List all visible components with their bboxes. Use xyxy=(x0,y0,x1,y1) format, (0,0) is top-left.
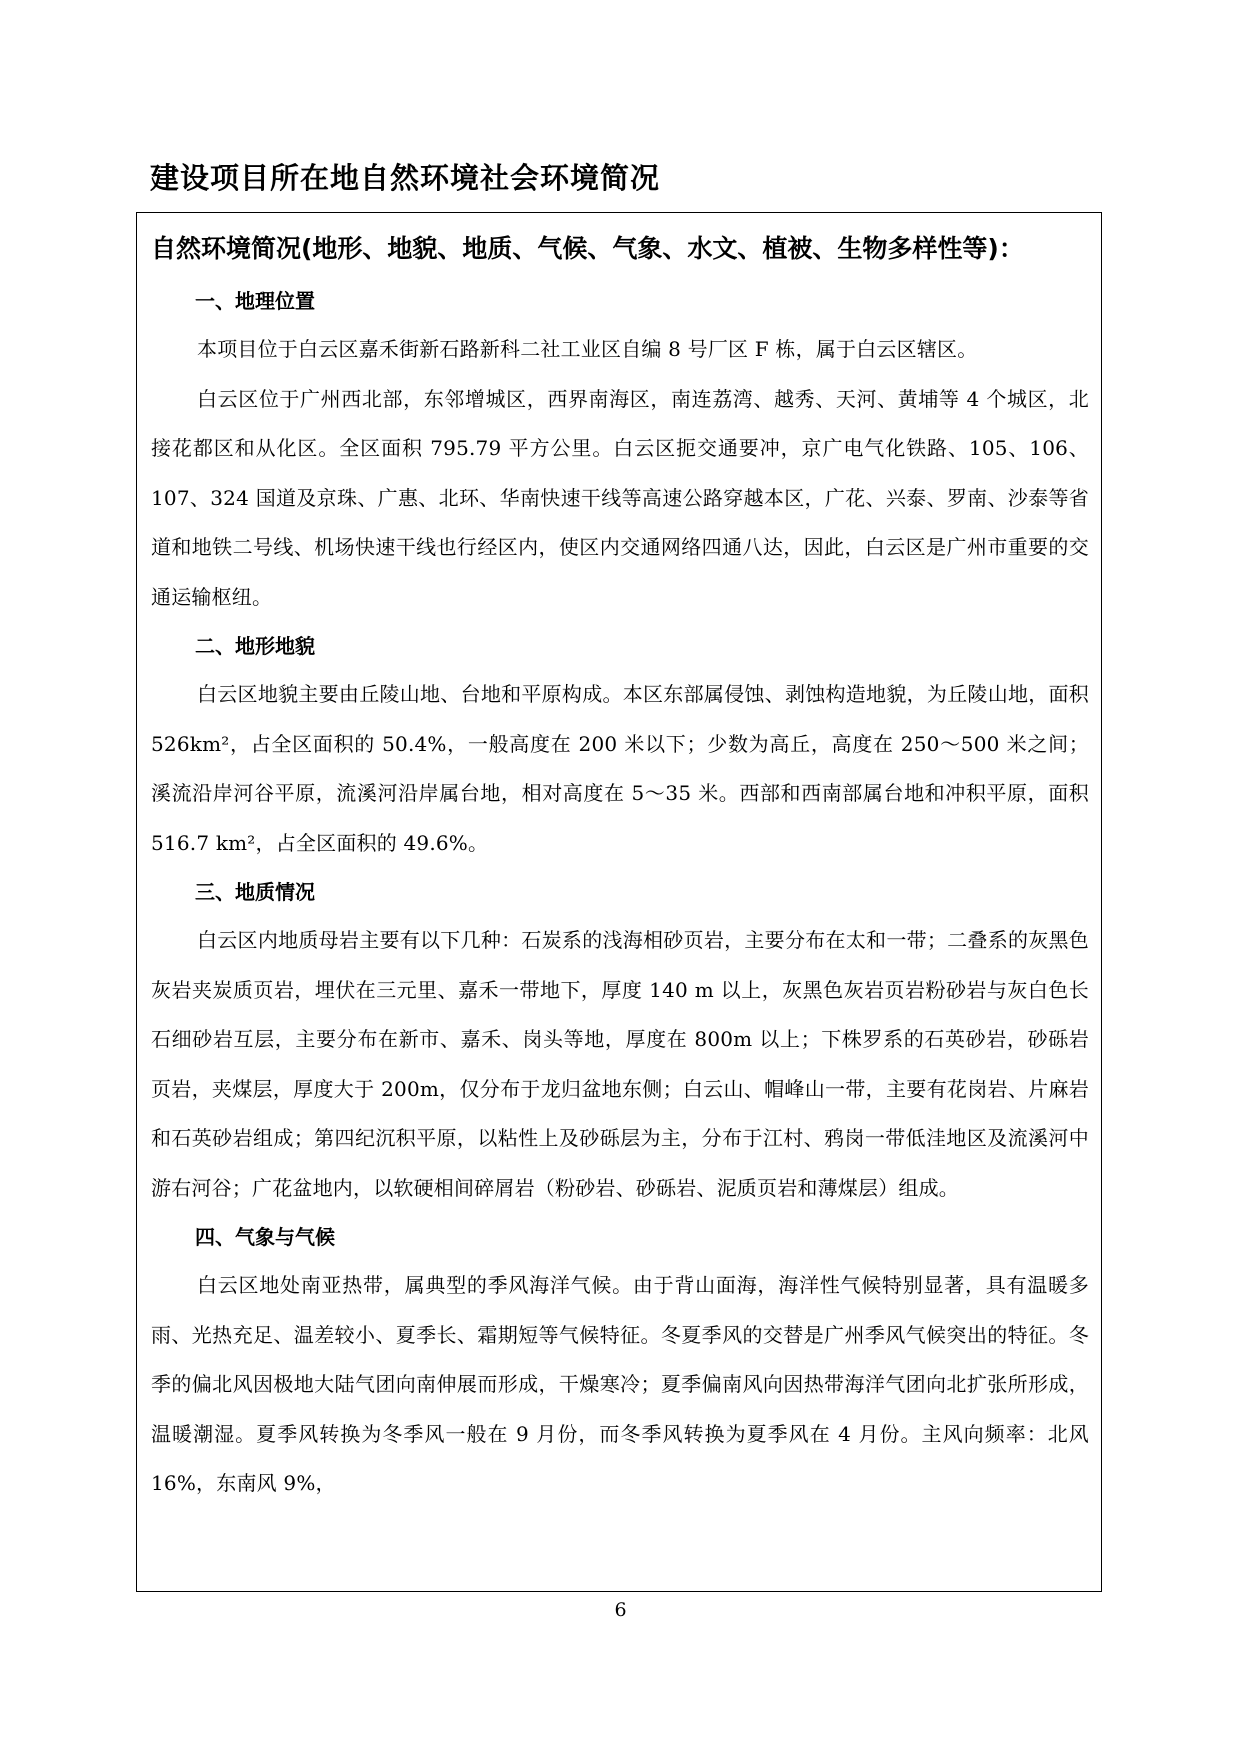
section-heading-climate: 四、气象与气候 xyxy=(195,1225,335,1249)
box-heading: 自然环境简况(地形、地貌、地质、气候、气象、水文、植被、生物多样性等)： xyxy=(151,234,1024,263)
page-title: 建设项目所在地自然环境社会环境简况 xyxy=(150,161,661,195)
body-text xyxy=(151,277,1089,1509)
paragraph-climate-1: 白云区地处南亚热带，属典型的季风海洋气候。由于背山面海，海洋性气候特别显著，具有温暖多雨、光热充足、温差较小、夏季长、霜期短等气候特征。冬夏季风的交替是广州季风气候突出的特征。冬季的偏北风因极地大陆气团向南伸展而形成，干燥寒冷；夏季偏南风向因热带海洋气团向北扩张所形成，温暖潮湿。夏季风转换为冬季风一般在 9 月份，而冬季风转换为夏季风在 4 月份。主风向频率：北风 16%，东南风 9%， xyxy=(151,1273,1089,1495)
section-heading-location: 一、地理位置 xyxy=(195,289,315,313)
paragraph-location-2: 白云区位于广州西北部，东邻增城区，西界南海区，南连荔湾、越秀、天河、黄埔等 4 个城区，北接花都区和从化区。全区面积 795.79 平方公里。白云区扼交通要冲，京广电气化铁路、105、106、107、324 国道及京珠、广惠、北环、华南快速干线等高速公路穿越本区，广花、兴泰、罗南、沙泰等省道和地铁二号线、机场快速干线也行经区内，使区内交通网络四通八达，因此，白云区是广州市重要的交通运输枢纽。 xyxy=(151,386,1089,609)
paragraph-geology-1: 白云区内地质母岩主要有以下几种：石炭系的浅海相砂页岩，主要分布在太和一带；二叠系的灰黑色灰岩夹炭质页岩，埋伏在三元里、嘉禾一带地下，厚度 140 m 以上，灰黑色灰岩页岩粉砂岩与灰白色长石细砂岩互层，主要分布在新市、嘉禾、岗头等地，厚度在 800m 以上；下株罗系的石英砂岩，砂砾岩页岩，夹煤层，厚度大于 200m，仅分布于龙归盆地东侧；白云山、帽峰山一带，主要有花岗岩、片麻岩和石英砂岩组成；第四纪沉积平原，以粘性上及砂砾层为主，分布于江村、鸦岗一带低洼地区及流溪河中游右河谷；广花盆地内，以软硬相间碎屑岩（粉砂岩、砂砾岩、泥质页岩和薄煤层）组成。 xyxy=(151,928,1089,1200)
content-box xyxy=(136,212,1102,1592)
page-number: 6 xyxy=(614,1599,627,1621)
section-heading-geology: 三、地质情况 xyxy=(195,880,315,904)
paragraph-location-1: 本项目位于白云区嘉禾街新石路新科二社工业区自编 8 号厂区 F 栋，属于白云区辖区。 xyxy=(197,337,978,361)
section-heading-terrain: 二、地形地貌 xyxy=(195,634,315,658)
paragraph-terrain-1: 白云区地貌主要由丘陵山地、台地和平原构成。本区东部属侵蚀、剥蚀构造地貌，为丘陵山地，面积 526km²，占全区面积的 50.4%，一般高度在 200 米以下；少数为高丘，高度在 250～500 米之间；溪流沿岸河谷平原，流溪河沿岸属台地，相对高度在 5～35 米。西部和西南部属台地和冲积平原，面积 516.7 km²，占全区面积的 49.6%。 xyxy=(151,682,1089,855)
